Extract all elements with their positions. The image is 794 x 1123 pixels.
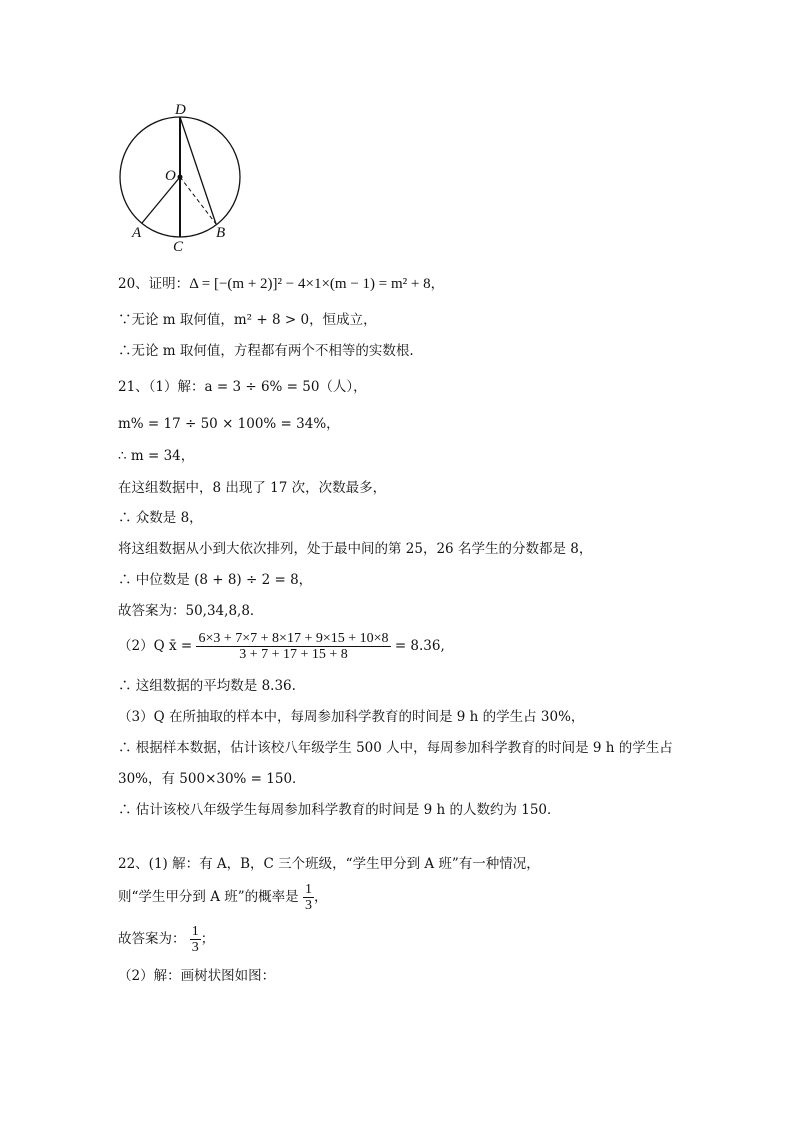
q22-probability-text: 则“学生甲分到 A 班”的概率是	[118, 889, 299, 905]
label-b: B	[216, 225, 226, 241]
label-c: C	[173, 239, 184, 255]
segment-db	[180, 117, 216, 224]
q21-line-9	[118, 628, 445, 664]
q20-line-2: ∵无论 m 取何值，m² + 8 > 0，恒成立，	[118, 312, 377, 328]
q21-line-2: m% = 17 ÷ 50 × 100% = 34%，	[118, 416, 340, 432]
q21-line-13: 30%，有 500×30% = 150．	[118, 771, 306, 787]
q20-end: ，	[430, 276, 445, 292]
q20-prefix: 20、证明：	[118, 276, 190, 292]
mean-prefix: （2）Q x̄ =	[118, 638, 193, 654]
q22-line-2	[118, 880, 327, 914]
circle-figure	[112, 96, 252, 256]
segment-ob-dashed	[180, 177, 216, 224]
q22-comma: ，	[313, 889, 328, 905]
q21-line-11: （3）Q 在所抽取的样本中，每周参加科学教育的时间是 9 h 的学生占 30%，	[118, 709, 585, 725]
q22-frac-num: 1	[304, 882, 312, 897]
q22-line-3	[118, 922, 214, 956]
mean-numerator: 6×3 + 7×7 + 8×17 + 9×15 + 10×8	[198, 631, 389, 646]
q21-line-10: ∴ 这组数据的平均数是 8.36.	[118, 678, 296, 694]
label-d: D	[175, 102, 186, 118]
q22-frac-den: 3	[304, 898, 312, 913]
q21-line-8: 故答案为：50,34,8,8．	[118, 603, 264, 619]
q22-line-1: 22、(1) 解：有 A，B，C 三个班级，“学生甲分到 A 班”有一种情况，	[118, 856, 540, 872]
q21-line-4: 在这组数据中，8 出现了 17 次，次数最多，	[118, 480, 387, 496]
q22-semicolon: ；	[200, 931, 215, 947]
q22-answer-num: 1	[191, 924, 199, 939]
q21-line-3: ∴ m = 34，	[118, 448, 195, 464]
q21-line-14: ∴ 估计该校八年级学生每周参加科学教育的时间是 9 h 的人数约为 150．	[118, 802, 561, 818]
q21-line-7: ∴ 中位数是 (8 + 8) ÷ 2 = 8，	[118, 572, 313, 588]
mean-result: = 8.36,	[394, 638, 445, 654]
label-a: A	[132, 225, 142, 241]
q20-line-3: ∴无论 m 取何值，方程都有两个不相等的实数根.	[118, 343, 414, 359]
q21-line-12: ∴ 根据样本数据，估计该校八年级学生 500 人中，每周参加科学教育的时间是 9 h 的学生占	[118, 740, 673, 756]
mean-fraction	[196, 631, 390, 662]
q21-line-5: ∴ 众数是 8，	[118, 510, 203, 526]
mean-denominator: 3 + 7 + 17 + 15 + 8	[239, 647, 348, 662]
q22-answer-text: 故答案为：	[118, 931, 186, 947]
q20-line-1	[118, 274, 444, 294]
q21-line-1: 21、（1）解：a = 3 ÷ 6% = 50（人），	[118, 379, 367, 395]
label-o: O	[165, 168, 176, 184]
q22-answer-fraction	[190, 924, 201, 955]
q22-line-4: （2）解：画树状图如图：	[118, 968, 276, 984]
center-point	[178, 175, 183, 180]
q22-fraction	[303, 882, 314, 913]
q21-line-6: 将这组数据从小到大依次排列，处于最中间的第 25，26 名学生的分数都是 8，	[118, 541, 593, 557]
q20-expression: Δ = [−(m + 2)]² − 4×1×(m − 1) = m² + 8	[189, 276, 431, 292]
q22-answer-den: 3	[191, 940, 199, 955]
